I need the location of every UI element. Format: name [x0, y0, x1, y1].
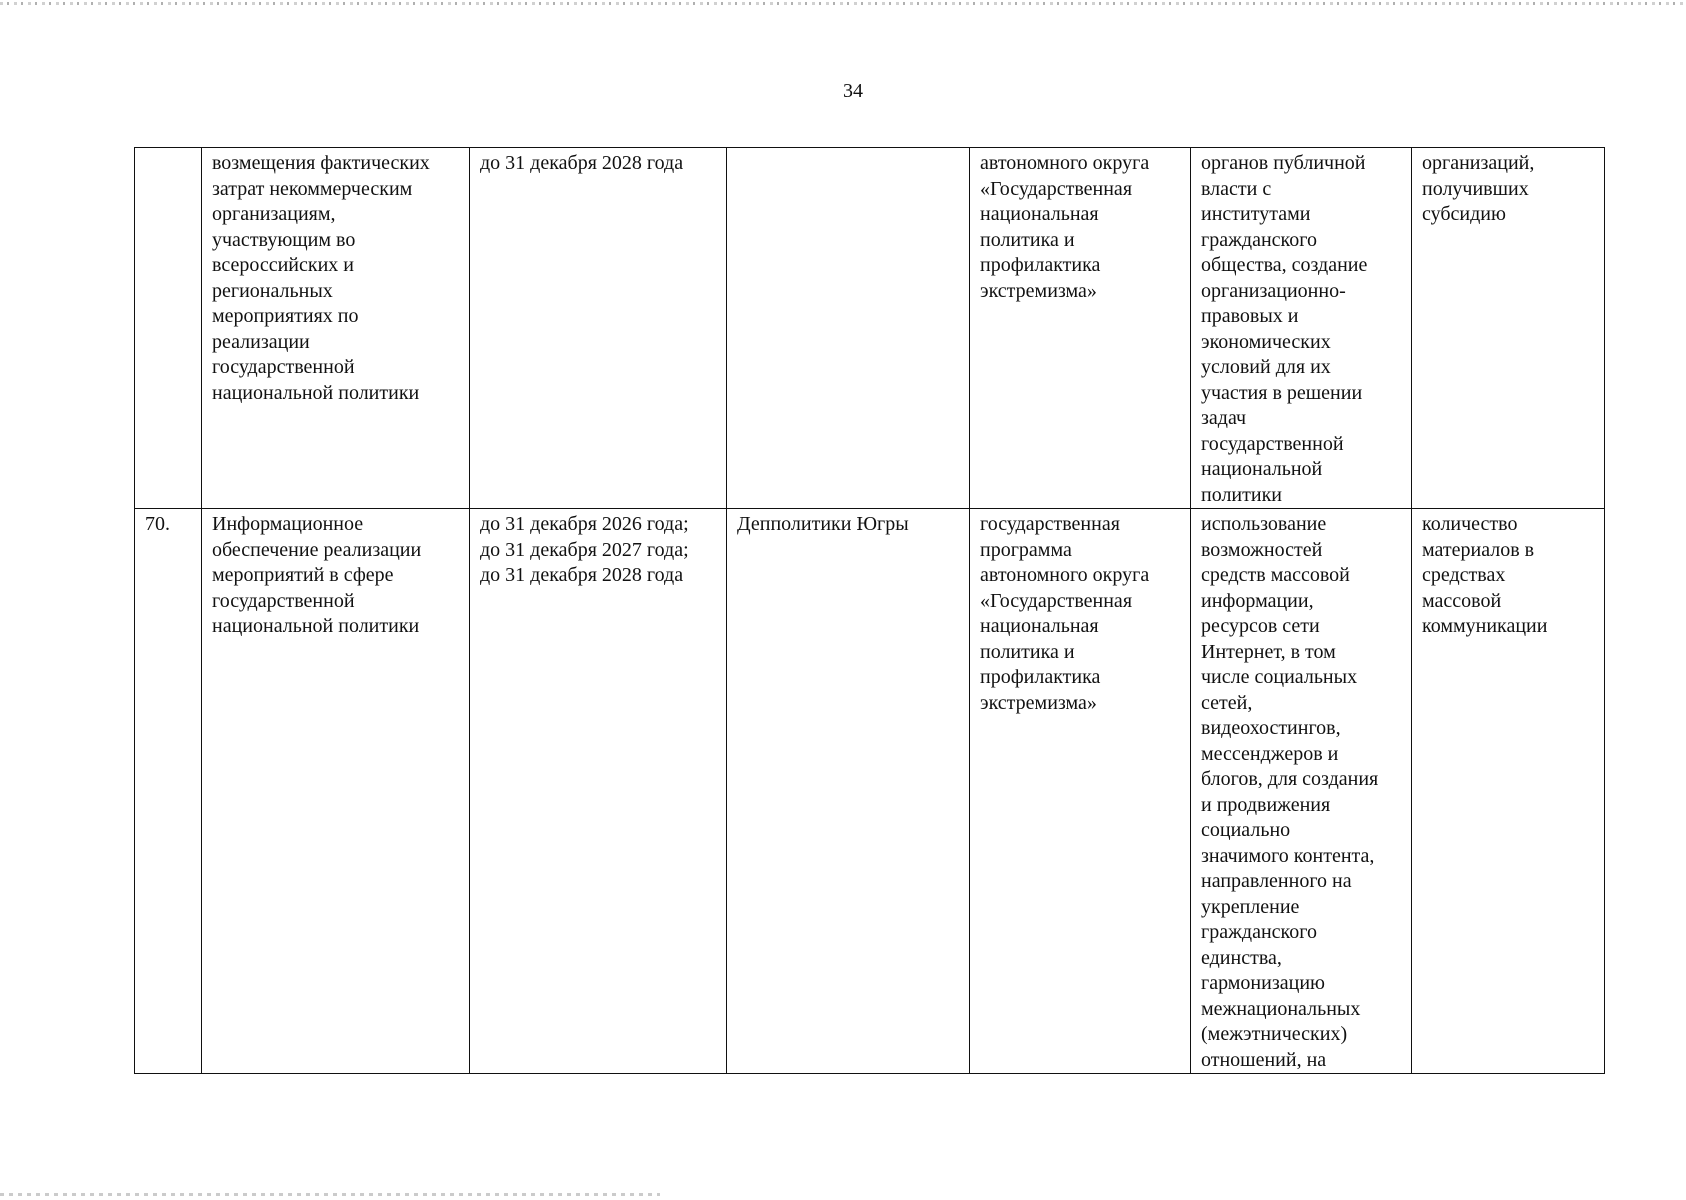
cell-number: 70. — [135, 509, 202, 1074]
cell-deadline: до 31 декабря 2026 года; до 31 декабря 2027 года; до 31 декабря 2028 года — [470, 509, 727, 1074]
cell-program: государственная программа автономного округа «Государственная национальная политика и профилактика экстремизма» — [970, 509, 1191, 1074]
cell-responsible: Депполитики Югры — [727, 509, 970, 1074]
cell-deadline: до 31 декабря 2028 года — [470, 148, 727, 509]
cell-indicator: количество материалов в средствах массовой коммуникации — [1412, 509, 1605, 1074]
cell-number — [135, 148, 202, 509]
table-row-continued — [135, 148, 1605, 509]
events-table — [134, 147, 1605, 1074]
scan-edge-bottom — [0, 1193, 660, 1196]
cell-goal: использование возможностей средств массовой информации, ресурсов сети Интернет, в том числе социальных сетей, видеохостингов, мессенджеров и блогов, для создания и продвижения социально значимого контента, направленного на укрепление гражданского единства, гармонизацию межнациональных (межэтнических) отношений, на — [1191, 509, 1412, 1074]
scan-edge-top — [0, 2, 1686, 5]
page-number: 34 — [843, 80, 863, 102]
cell-event-name: возмещения фактических затрат некоммерческим организациям, участвующим во всероссийских и региональных мероприятиях по реализации государственной национальной политики — [202, 148, 470, 509]
cell-program: автономного округа «Государственная национальная политика и профилактика экстремизма» — [970, 148, 1191, 509]
cell-indicator: организаций, получивших субсидию — [1412, 148, 1605, 509]
cell-event-name: Информационное обеспечение реализации мероприятий в сфере государственной национальной политики — [202, 509, 470, 1074]
cell-goal: органов публичной власти с институтами гражданского общества, создание организационно- правовых и экономических условий для их участия в решении задач государственной национальной политики — [1191, 148, 1412, 509]
cell-responsible — [727, 148, 970, 509]
table-row-70 — [135, 509, 1605, 1074]
